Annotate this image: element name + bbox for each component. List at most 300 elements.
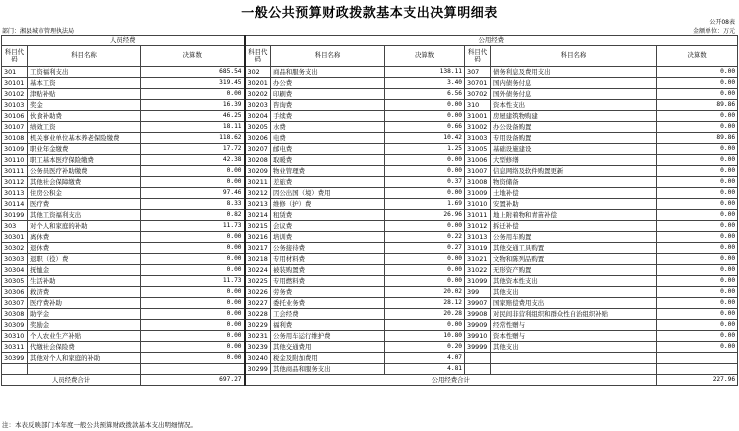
public-amount-cell: 0.20	[385, 342, 465, 353]
public-code-cell: 30205	[245, 122, 271, 133]
table-row	[2, 210, 738, 221]
personnel-code-cell: 30311	[2, 342, 28, 353]
table-row	[2, 155, 738, 166]
public-name-cell: 其他支出	[491, 342, 657, 353]
public-name-cell: 文物和陈列品购置	[491, 254, 657, 265]
public-code-cell: 30216	[245, 232, 271, 243]
personnel-code-cell: 30107	[2, 122, 28, 133]
personnel-code-cell: 30114	[2, 199, 28, 210]
personnel-amount-cell: 0.00	[141, 309, 245, 320]
public-amount-cell: 0.00	[657, 254, 738, 265]
public-name-cell: 专用燃料费	[271, 276, 385, 287]
column-header-name: 科目名称	[271, 46, 385, 67]
public-total-label: 公用经费合计	[245, 375, 657, 386]
public-amount-cell: 0.00	[657, 67, 738, 78]
personnel-code-cell: 303	[2, 221, 28, 232]
public-name-cell: 信息网络及软件购置更新	[491, 166, 657, 177]
table-row	[2, 100, 738, 111]
column-header-code: 科目代码	[2, 46, 28, 67]
personnel-name-cell: 其他对个人和家庭的补助	[28, 353, 141, 364]
personnel-code-cell: 30309	[2, 320, 28, 331]
personnel-code-cell: 30103	[2, 100, 28, 111]
public-name-cell: 国外债务付息	[491, 89, 657, 100]
public-code-cell: 307	[465, 67, 491, 78]
public-code-cell: 30213	[245, 199, 271, 210]
personnel-name-cell	[28, 364, 141, 375]
public-name-cell: 福利费	[271, 320, 385, 331]
public-amount-cell: 0.00	[657, 331, 738, 342]
personnel-code-cell: 30101	[2, 78, 28, 89]
personnel-code-cell: 30308	[2, 309, 28, 320]
public-code-cell: 31008	[465, 177, 491, 188]
public-amount-cell: 0.00	[657, 166, 738, 177]
public-amount-cell: 0.27	[385, 243, 465, 254]
personnel-code-cell: 30199	[2, 210, 28, 221]
public-name-cell: 因公出国（境）费用	[271, 188, 385, 199]
personnel-code-cell: 30307	[2, 298, 28, 309]
public-code-cell: 30217	[245, 243, 271, 254]
header-row-columns	[2, 46, 738, 67]
column-header-amount: 决算数	[657, 46, 738, 67]
public-name-cell: 邮电费	[271, 144, 385, 155]
public-name-cell: 培训费	[271, 232, 385, 243]
table-row	[2, 353, 738, 364]
column-header-code: 科目代码	[465, 46, 491, 67]
public-name-cell: 劳务费	[271, 287, 385, 298]
personnel-amount-cell: 0.00	[141, 177, 245, 188]
personnel-code-cell: 30305	[2, 276, 28, 287]
public-code-cell: 30224	[245, 265, 271, 276]
public-code-cell: 30203	[245, 100, 271, 111]
public-name-cell: 其他资本性支出	[491, 276, 657, 287]
table-row	[2, 265, 738, 276]
personnel-name-cell: 抚恤金	[28, 265, 141, 276]
public-amount-cell: 89.86	[657, 100, 738, 111]
personnel-name-cell: 职工基本医疗保险缴费	[28, 155, 141, 166]
public-name-cell: 被装购置费	[271, 265, 385, 276]
public-amount-cell: 10.80	[385, 331, 465, 342]
public-name-cell: 租赁费	[271, 210, 385, 221]
public-amount-cell: 0.66	[385, 122, 465, 133]
table-row	[2, 276, 738, 287]
public-code-cell: 39909	[465, 320, 491, 331]
table-row	[2, 309, 738, 320]
public-code-cell: 39999	[465, 342, 491, 353]
personnel-total-label: 人员经费合计	[2, 375, 141, 386]
public-amount-cell: 6.56	[385, 89, 465, 100]
personnel-amount-cell: 0.00	[141, 89, 245, 100]
public-amount-cell: 0.00	[657, 199, 738, 210]
personnel-code-cell: 30112	[2, 177, 28, 188]
table-row	[2, 144, 738, 155]
public-amount-cell: 0.00	[657, 177, 738, 188]
public-name-cell: 国家赔偿费用支出	[491, 298, 657, 309]
public-amount-cell: 0.00	[385, 100, 465, 111]
table-row	[2, 67, 738, 78]
personnel-amount-cell: 0.00	[141, 287, 245, 298]
public-name-cell: 办公费	[271, 78, 385, 89]
public-name-cell: 地上附着物和青苗补偿	[491, 210, 657, 221]
public-code-cell: 30240	[245, 353, 271, 364]
expenditure-table	[1, 35, 738, 386]
public-amount-cell: 0.00	[657, 78, 738, 89]
public-name-cell: 差旅费	[271, 177, 385, 188]
public-code-cell: 31013	[465, 232, 491, 243]
personnel-code-cell: 30106	[2, 111, 28, 122]
personnel-name-cell: 工资福利支出	[28, 67, 141, 78]
public-name-cell: 其他支出	[491, 287, 657, 298]
public-code-cell: 31007	[465, 166, 491, 177]
public-amount-cell: 20.28	[385, 309, 465, 320]
public-amount-cell: 0.00	[657, 265, 738, 276]
table-note: 注：本表反映部门本年度一般公共预算财政拨款基本支出明细情况。	[2, 421, 197, 429]
public-code-cell: 30202	[245, 89, 271, 100]
public-code-cell: 30231	[245, 331, 271, 342]
public-amount-cell: 0.00	[385, 111, 465, 122]
public-amount-cell: 0.00	[657, 221, 738, 232]
public-name-cell: 债务利息及费用支出	[491, 67, 657, 78]
report-title: 一般公共预算财政拨款基本支出决算明细表	[241, 6, 498, 21]
personnel-amount-cell: 18.11	[141, 122, 245, 133]
public-code-cell: 302	[245, 67, 271, 78]
personnel-name-cell: 津贴补贴	[28, 89, 141, 100]
public-amount-cell: 0.00	[657, 243, 738, 254]
public-amount-cell: 1.69	[385, 199, 465, 210]
public-group-header: 公用经费	[245, 36, 738, 46]
public-name-cell: 物资储备	[491, 177, 657, 188]
table-row	[2, 188, 738, 199]
personnel-code-cell: 30304	[2, 265, 28, 276]
public-amount-cell: 0.00	[385, 221, 465, 232]
personnel-amount-cell: 0.00	[141, 342, 245, 353]
personnel-name-cell: 其他工资福利支出	[28, 210, 141, 221]
table-row	[2, 78, 738, 89]
public-code-cell: 31010	[465, 199, 491, 210]
personnel-amount-cell: 0.00	[141, 166, 245, 177]
column-header-amount: 决算数	[385, 46, 465, 67]
public-name-cell: 资本性赠与	[491, 331, 657, 342]
public-name-cell: 工会经费	[271, 309, 385, 320]
personnel-amount-cell: 0.00	[141, 331, 245, 342]
public-code-cell: 31001	[465, 111, 491, 122]
public-code-cell: 31002	[465, 122, 491, 133]
public-code-cell: 30207	[245, 144, 271, 155]
public-amount-cell: 3.40	[385, 78, 465, 89]
public-amount-cell: 0.00	[657, 188, 738, 199]
public-total-amount: 227.96	[657, 375, 738, 386]
public-name-cell: 国内债务付息	[491, 78, 657, 89]
public-name-cell: 大型修缮	[491, 155, 657, 166]
personnel-amount-cell: 11.73	[141, 221, 245, 232]
public-amount-cell: 0.00	[385, 254, 465, 265]
public-name-cell: 手续费	[271, 111, 385, 122]
public-code-cell	[465, 364, 491, 375]
personnel-name-cell: 基本工资	[28, 78, 141, 89]
personnel-name-cell: 公务员医疗补助缴费	[28, 166, 141, 177]
personnel-name-cell: 生活补助	[28, 276, 141, 287]
table-row	[2, 320, 738, 331]
public-name-cell: 拆迁补偿	[491, 221, 657, 232]
personnel-name-cell: 代缴社会保险费	[28, 342, 141, 353]
public-name-cell	[491, 364, 657, 375]
public-amount-cell: 0.37	[385, 177, 465, 188]
public-amount-cell: 0.00	[385, 166, 465, 177]
personnel-group-header: 人员经费	[2, 36, 245, 46]
table-row	[2, 111, 738, 122]
public-code-cell: 30201	[245, 78, 271, 89]
public-name-cell: 公务用车运行维护费	[271, 331, 385, 342]
personnel-amount-cell: 0.00	[141, 243, 245, 254]
public-code-cell	[465, 353, 491, 364]
personnel-code-cell: 30110	[2, 155, 28, 166]
public-code-cell: 310	[465, 100, 491, 111]
public-name-cell: 专用材料费	[271, 254, 385, 265]
personnel-amount-cell	[141, 364, 245, 375]
public-code-cell: 30299	[245, 364, 271, 375]
public-code-cell: 31012	[465, 221, 491, 232]
column-header-name: 科目名称	[28, 46, 141, 67]
personnel-amount-cell: 46.25	[141, 111, 245, 122]
personnel-code-cell: 30102	[2, 89, 28, 100]
public-code-cell: 30702	[465, 89, 491, 100]
personnel-amount-cell: 17.72	[141, 144, 245, 155]
table-row	[2, 331, 738, 342]
personnel-amount-cell: 0.00	[141, 232, 245, 243]
public-amount-cell: 0.00	[385, 276, 465, 287]
public-name-cell: 会议费	[271, 221, 385, 232]
personnel-code-cell: 30303	[2, 254, 28, 265]
public-amount-cell: 0.00	[385, 155, 465, 166]
table-row	[2, 89, 738, 100]
public-code-cell: 399	[465, 287, 491, 298]
personnel-code-cell: 30310	[2, 331, 28, 342]
personnel-name-cell: 奖金	[28, 100, 141, 111]
public-code-cell: 39908	[465, 309, 491, 320]
personnel-amount-cell: 16.39	[141, 100, 245, 111]
public-code-cell: 30227	[245, 298, 271, 309]
public-amount-cell: 0.00	[657, 144, 738, 155]
public-name-cell: 其他商品和服务支出	[271, 364, 385, 375]
personnel-code-cell: 30399	[2, 353, 28, 364]
table-row	[2, 122, 738, 133]
public-code-cell: 30211	[245, 177, 271, 188]
personnel-name-cell: 其他社会保障缴费	[28, 177, 141, 188]
public-name-cell: 办公设备购置	[491, 122, 657, 133]
column-header-code: 科目代码	[245, 46, 271, 67]
personnel-name-cell: 机关事业单位基本养老保险缴费	[28, 133, 141, 144]
table-row	[2, 199, 738, 210]
personnel-code-cell: 30111	[2, 166, 28, 177]
public-amount-cell: 0.00	[657, 276, 738, 287]
personnel-code-cell: 30109	[2, 144, 28, 155]
personnel-name-cell: 退休费	[28, 243, 141, 254]
public-name-cell: 税金及附加费用	[271, 353, 385, 364]
department-label: 部门：湘县城市管理执法局	[2, 28, 75, 35]
public-amount-cell: 0.00	[657, 232, 738, 243]
public-name-cell: 其他交通工具购置	[491, 243, 657, 254]
personnel-name-cell: 住房公积金	[28, 188, 141, 199]
public-name-cell: 专用设备购置	[491, 133, 657, 144]
public-amount-cell: 0.00	[657, 210, 738, 221]
public-amount-cell: 4.81	[385, 364, 465, 375]
public-amount-cell: 0.00	[657, 155, 738, 166]
public-code-cell: 30228	[245, 309, 271, 320]
public-amount-cell: 10.42	[385, 133, 465, 144]
public-code-cell: 31019	[465, 243, 491, 254]
personnel-name-cell: 离休费	[28, 232, 141, 243]
public-code-cell: 30212	[245, 188, 271, 199]
table-row	[2, 254, 738, 265]
personnel-name-cell: 伙食补助费	[28, 111, 141, 122]
personnel-name-cell: 助学金	[28, 309, 141, 320]
personnel-code-cell: 30108	[2, 133, 28, 144]
personnel-amount-cell: 42.38	[141, 155, 245, 166]
public-code-cell: 31022	[465, 265, 491, 276]
public-amount-cell: 0.00	[657, 342, 738, 353]
personnel-amount-cell: 685.54	[141, 67, 245, 78]
table-row	[2, 287, 738, 298]
table-row	[2, 243, 738, 254]
personnel-name-cell: 奖励金	[28, 320, 141, 331]
personnel-amount-cell: 0.00	[141, 254, 245, 265]
personnel-code-cell	[2, 364, 28, 375]
personnel-amount-cell: 0.00	[141, 265, 245, 276]
public-code-cell: 30225	[245, 276, 271, 287]
public-amount-cell: 26.96	[385, 210, 465, 221]
public-amount-cell	[657, 364, 738, 375]
personnel-amount-cell: 0.82	[141, 210, 245, 221]
personnel-amount-cell: 11.73	[141, 276, 245, 287]
public-code-cell: 31021	[465, 254, 491, 265]
personnel-code-cell: 30302	[2, 243, 28, 254]
personnel-code-cell: 30306	[2, 287, 28, 298]
public-name-cell: 土地补偿	[491, 188, 657, 199]
public-code-cell: 30214	[245, 210, 271, 221]
public-name-cell: 对民间非营利组织和群众性自治组织补贴	[491, 309, 657, 320]
table-row	[2, 166, 738, 177]
unit-label: 金额单位：万元	[692, 28, 735, 35]
personnel-amount-cell: 97.46	[141, 188, 245, 199]
public-name-cell: 经常性赠与	[491, 320, 657, 331]
public-amount-cell: 20.02	[385, 287, 465, 298]
public-amount-cell: 0.22	[385, 232, 465, 243]
public-code-cell: 31006	[465, 155, 491, 166]
table-row	[2, 232, 738, 243]
public-code-cell: 30239	[245, 342, 271, 353]
public-name-cell: 公务用车购置	[491, 232, 657, 243]
public-code-cell: 30215	[245, 221, 271, 232]
table-row	[2, 221, 738, 232]
personnel-name-cell: 医疗费	[28, 199, 141, 210]
public-code-cell: 31003	[465, 133, 491, 144]
public-name-cell: 安置补助	[491, 199, 657, 210]
personnel-code-cell: 301	[2, 67, 28, 78]
public-name-cell: 其他交通费用	[271, 342, 385, 353]
personnel-name-cell: 个人农业生产补贴	[28, 331, 141, 342]
public-code-cell: 30204	[245, 111, 271, 122]
public-amount-cell: 28.12	[385, 298, 465, 309]
personnel-amount-cell: 118.62	[141, 133, 245, 144]
personnel-amount-cell: 8.33	[141, 199, 245, 210]
public-name-cell: 公务接待费	[271, 243, 385, 254]
public-code-cell: 30229	[245, 320, 271, 331]
table-row	[2, 133, 738, 144]
public-name-cell: 委托业务费	[271, 298, 385, 309]
public-name-cell: 咨询费	[271, 100, 385, 111]
table-row	[2, 177, 738, 188]
personnel-code-cell: 30301	[2, 232, 28, 243]
public-code-cell: 30209	[245, 166, 271, 177]
public-amount-cell: 0.00	[657, 111, 738, 122]
public-amount-cell: 0.00	[385, 320, 465, 331]
public-code-cell: 30218	[245, 254, 271, 265]
public-code-cell: 31005	[465, 144, 491, 155]
public-amount-cell: 138.11	[385, 67, 465, 78]
personnel-amount-cell: 0.00	[141, 353, 245, 364]
public-amount-cell: 4.07	[385, 353, 465, 364]
public-amount-cell: 0.00	[657, 89, 738, 100]
personnel-name-cell: 退职（役）费	[28, 254, 141, 265]
public-amount-cell: 89.86	[657, 133, 738, 144]
header-row-groups	[2, 36, 738, 46]
totals-row	[2, 375, 738, 386]
public-code-cell: 30701	[465, 78, 491, 89]
public-amount-cell: 0.00	[385, 265, 465, 276]
personnel-name-cell: 医疗费补助	[28, 298, 141, 309]
public-code-cell: 39907	[465, 298, 491, 309]
table-row	[2, 298, 738, 309]
table-row	[2, 342, 738, 353]
table-row	[2, 364, 738, 375]
public-code-cell: 30206	[245, 133, 271, 144]
public-name-cell: 无形资产购置	[491, 265, 657, 276]
public-amount-cell: 0.00	[657, 122, 738, 133]
public-name-cell: 资本性支出	[491, 100, 657, 111]
public-amount-cell: 1.25	[385, 144, 465, 155]
public-code-cell: 30208	[245, 155, 271, 166]
public-amount-cell: 0.00	[657, 320, 738, 331]
public-name-cell: 印刷费	[271, 89, 385, 100]
form-number: 公开08表	[709, 19, 735, 26]
public-name-cell: 商品和服务支出	[271, 67, 385, 78]
personnel-name-cell: 职业年金缴费	[28, 144, 141, 155]
public-code-cell: 39910	[465, 331, 491, 342]
public-name-cell: 维修（护）费	[271, 199, 385, 210]
personnel-amount-cell: 0.00	[141, 298, 245, 309]
personnel-name-cell: 对个人和家庭的补助	[28, 221, 141, 232]
personnel-amount-cell: 0.00	[141, 320, 245, 331]
personnel-code-cell: 30113	[2, 188, 28, 199]
public-name-cell: 取暖费	[271, 155, 385, 166]
personnel-amount-cell: 319.45	[141, 78, 245, 89]
public-code-cell: 31099	[465, 276, 491, 287]
public-name-cell: 水费	[271, 122, 385, 133]
public-amount-cell	[657, 353, 738, 364]
column-header-name: 科目名称	[491, 46, 657, 67]
personnel-total-amount: 697.27	[141, 375, 245, 386]
public-amount-cell: 0.00	[657, 287, 738, 298]
public-amount-cell: 0.00	[385, 188, 465, 199]
personnel-name-cell: 救济费	[28, 287, 141, 298]
public-name-cell	[491, 353, 657, 364]
column-header-amount: 决算数	[141, 46, 245, 67]
public-amount-cell: 0.00	[657, 298, 738, 309]
public-name-cell: 电费	[271, 133, 385, 144]
public-name-cell: 房屋建筑物购建	[491, 111, 657, 122]
public-name-cell: 基础设施建设	[491, 144, 657, 155]
public-code-cell: 31009	[465, 188, 491, 199]
public-name-cell: 物业管理费	[271, 166, 385, 177]
